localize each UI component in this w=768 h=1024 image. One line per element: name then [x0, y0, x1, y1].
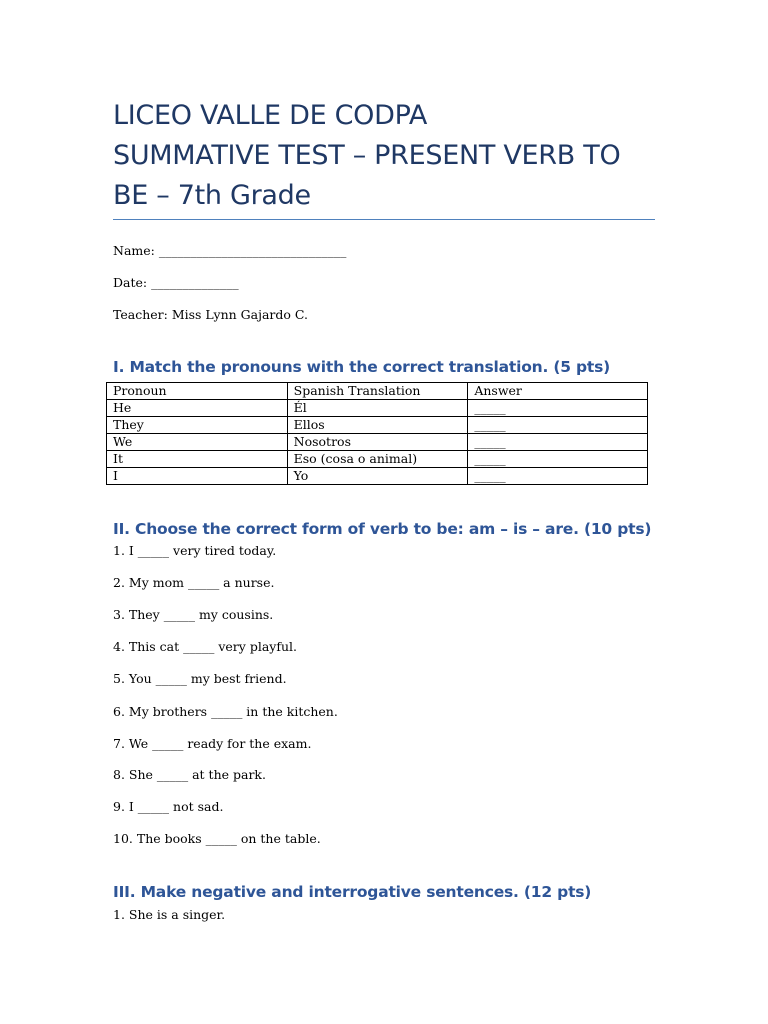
column-header: Spanish Translation	[287, 383, 468, 400]
question-item: 3. They _____ my cousins.	[113, 607, 274, 622]
table-row	[107, 468, 648, 485]
table-row	[107, 451, 648, 468]
translation-cell: Nosotros	[287, 434, 468, 451]
question-item: 10. The books _____ on the table.	[113, 831, 321, 846]
translation-cell: Eso (cosa o animal)	[287, 451, 468, 468]
section-1-heading: I. Match the pronouns with the correct translation. (5 pts)	[113, 358, 611, 376]
question-item: 9. I _____ not sad.	[113, 799, 224, 814]
table-row	[107, 400, 648, 417]
answer-cell: _____	[468, 451, 648, 468]
document-title	[113, 96, 673, 216]
question-item: 8. She _____ at the park.	[113, 767, 266, 782]
pronoun-cell: We	[107, 434, 288, 451]
column-header: Pronoun	[107, 383, 288, 400]
question-item: 1. She is a singer.	[113, 907, 226, 922]
table-header-row	[107, 383, 648, 400]
title-line-grade: BE – 7th Grade	[113, 180, 311, 211]
answer-cell: _____	[468, 468, 648, 485]
answer-cell: _____	[468, 434, 648, 451]
title-line-test: SUMMATIVE TEST – PRESENT VERB TO	[113, 140, 621, 171]
pronoun-cell: I	[107, 468, 288, 485]
table-row	[107, 434, 648, 451]
title-divider	[113, 219, 655, 220]
translation-cell: Ellos	[287, 417, 468, 434]
column-header: Answer	[468, 383, 648, 400]
section-3-heading: III. Make negative and interrogative sentences. (12 pts)	[113, 883, 592, 901]
translation-cell: Yo	[287, 468, 468, 485]
question-item: 1. I _____ very tired today.	[113, 543, 277, 558]
section-2-heading: II. Choose the correct form of verb to be: am – is – are. (10 pts)	[113, 520, 652, 538]
question-item: 4. This cat _____ very playful.	[113, 639, 297, 654]
date-field: Date: ______________	[113, 275, 239, 290]
question-item: 2. My mom _____ a nurse.	[113, 575, 275, 590]
question-item: 6. My brothers _____ in the kitchen.	[113, 704, 338, 719]
pronoun-cell: He	[107, 400, 288, 417]
title-line-school: LICEO VALLE DE CODPA	[113, 100, 428, 131]
table-row	[107, 417, 648, 434]
question-item: 7. We _____ ready for the exam.	[113, 736, 312, 751]
translation-cell: Él	[287, 400, 468, 417]
pronoun-cell: They	[107, 417, 288, 434]
name-field: Name: ______________________________	[113, 243, 347, 258]
question-item: 5. You _____ my best friend.	[113, 671, 287, 686]
teacher-field: Teacher: Miss Lynn Gajardo C.	[113, 307, 308, 322]
pronoun-table	[106, 382, 648, 485]
answer-cell: _____	[468, 400, 648, 417]
pronoun-cell: It	[107, 451, 288, 468]
answer-cell: _____	[468, 417, 648, 434]
